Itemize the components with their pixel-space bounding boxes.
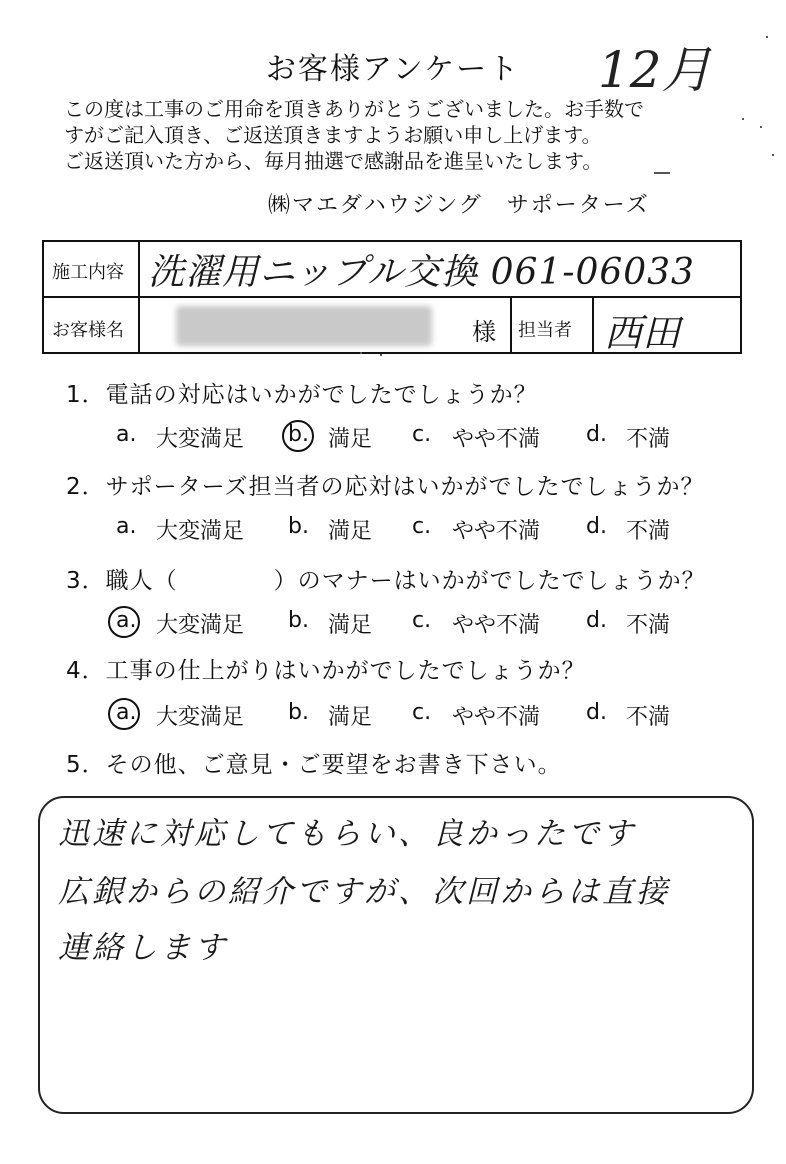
table-col-divider-2 <box>510 298 512 352</box>
intro-line-3: ご返送頂いた方から、毎月抽選で感謝品を進呈いたします。 <box>64 149 603 173</box>
option-c-letter: c. <box>412 700 432 725</box>
question-3: 3．職人（ ）のマナーはいかがでしたでしょうか？ <box>66 568 706 594</box>
option-a-letter: a. <box>116 700 137 725</box>
info-table <box>42 240 742 354</box>
work-label: 施工内容 <box>52 262 124 283</box>
option-c-label: やや不満 <box>452 519 541 544</box>
options-row-1 <box>116 422 716 456</box>
option-b-letter: b. <box>288 514 309 539</box>
option-b-letter: b. <box>288 608 309 633</box>
option-b-label: 満足 <box>328 705 373 730</box>
option-c-letter: c. <box>412 514 432 539</box>
option-d-letter: d. <box>586 700 607 725</box>
option-b-letter: b. <box>288 700 309 725</box>
options-row-2 <box>116 514 716 548</box>
page-title: お客様アンケート <box>265 52 521 87</box>
staff-value: 西田 <box>604 311 681 355</box>
redacted-customer-name <box>176 306 432 346</box>
customer-label: お客様名 <box>52 320 124 341</box>
scan-speck <box>654 172 670 174</box>
staff-label: 担当者 <box>518 320 572 341</box>
option-b-letter: b. <box>288 422 309 447</box>
option-a-letter: a. <box>116 422 137 447</box>
option-a-letter: a. <box>116 608 137 633</box>
option-d-label: 不満 <box>626 705 671 730</box>
scan-speck <box>772 154 774 156</box>
comment-line-1: 迅速に対応してもらい、良かったです <box>58 816 636 852</box>
option-b-label: 満足 <box>328 613 373 638</box>
option-c-letter: c. <box>412 422 432 447</box>
option-a-label: 大変満足 <box>156 613 245 638</box>
question-5: 5．その他、ご意見・ご要望をお書き下さい。 <box>66 752 562 778</box>
question-4: 4．工事の仕上がりはいかがでしたでしょうか？ <box>66 658 586 684</box>
honorific-sama: 様 <box>472 318 496 346</box>
option-d-letter: d. <box>586 514 607 539</box>
table-col-divider <box>138 242 140 352</box>
comment-line-3: 連絡します <box>58 930 228 966</box>
question-2: 2．サポーターズ担当者の応対はいかがでしたでしょうか？ <box>66 474 705 500</box>
option-d-letter: d. <box>586 422 607 447</box>
option-a-label: 大変満足 <box>156 427 245 452</box>
scan-speck <box>380 354 382 356</box>
scan-speck <box>766 36 768 38</box>
table-col-divider-3 <box>592 298 594 352</box>
option-b-label: 満足 <box>328 427 373 452</box>
option-a-label: 大変満足 <box>156 705 245 730</box>
intro-line-2: すがご記入頂き、ご返送頂きますようお願い申し上げます。 <box>64 123 602 147</box>
option-c-label: やや不満 <box>452 613 541 638</box>
scan-speck <box>760 126 762 128</box>
option-b-label: 満足 <box>328 519 373 544</box>
scan-speck <box>360 352 362 354</box>
option-d-letter: d. <box>586 608 607 633</box>
option-c-label: やや不満 <box>452 427 541 452</box>
option-c-letter: c. <box>412 608 432 633</box>
option-a-label: 大変満足 <box>156 519 245 544</box>
question-1: 1．電話の対応はいかがでしたでしょうか？ <box>66 382 538 408</box>
option-d-label: 不満 <box>626 519 671 544</box>
scan-speck <box>742 118 744 120</box>
comment-line-2: 広銀からの紹介ですが、次回からは直接 <box>58 874 670 910</box>
intro-line-1: この度は工事のご用命を頂きありがとうございました。お手数で <box>64 97 644 121</box>
options-row-3 <box>116 608 716 642</box>
table-row-divider <box>44 296 740 298</box>
option-d-label: 不満 <box>626 613 671 638</box>
options-row-4 <box>116 700 716 734</box>
work-value: 洗濯用ニップル交換 061-06033 <box>148 252 695 293</box>
company-name: ㈱マエダハウジング サポーターズ <box>268 193 650 218</box>
option-c-label: やや不満 <box>452 705 541 730</box>
option-a-letter: a. <box>116 514 137 539</box>
handwritten-month: 12月 <box>598 41 712 99</box>
option-d-label: 不満 <box>626 427 671 452</box>
